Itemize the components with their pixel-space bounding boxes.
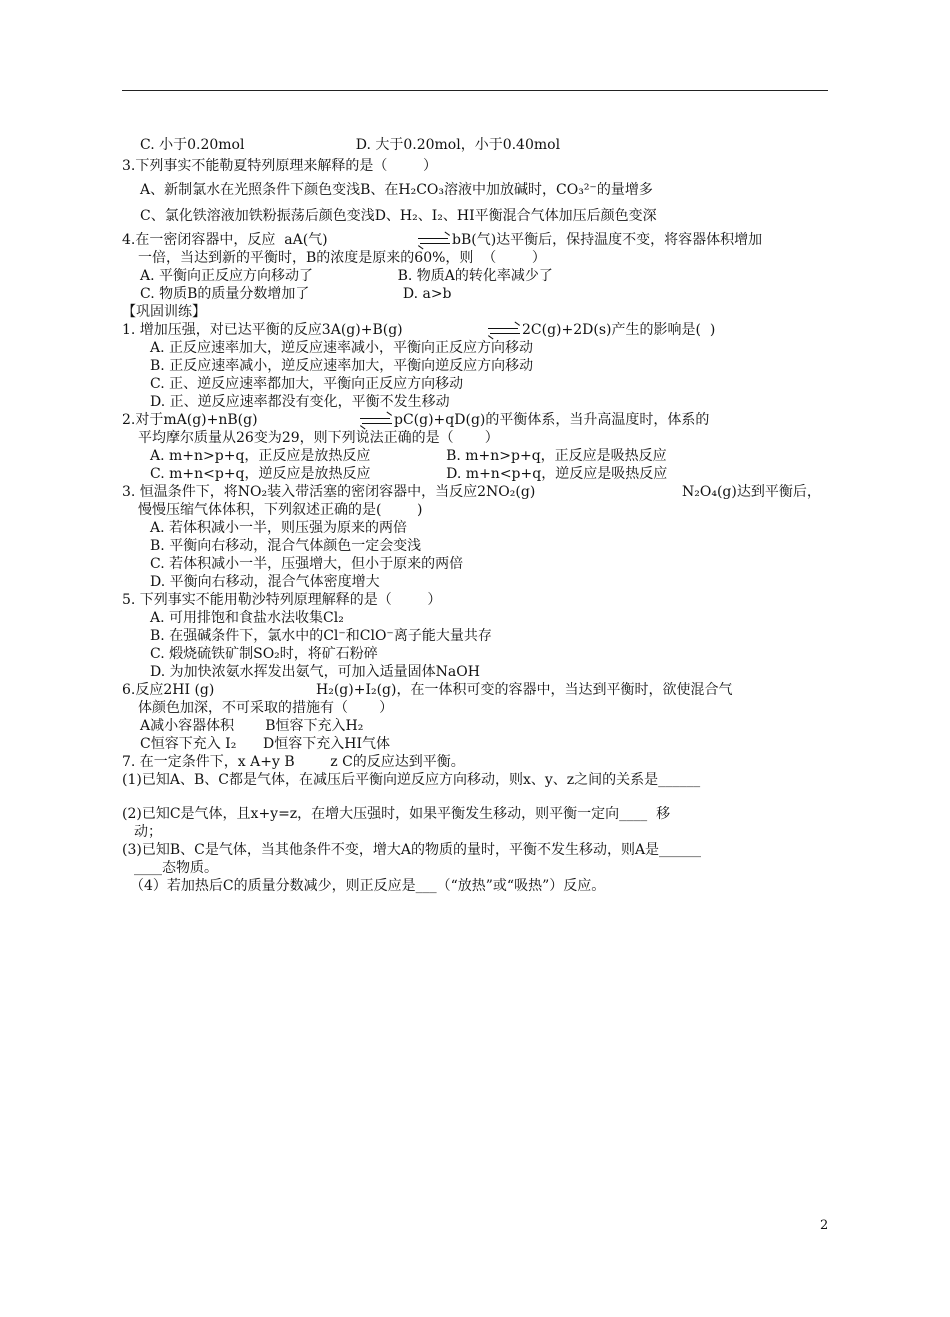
text-line: C、氯化铁溶液加铁粉振荡后颜色变浅D、H₂、I₂、HI平衡混合气体加压后颜色变深 bbox=[140, 208, 657, 224]
equilibrium-arrow-icon bbox=[416, 235, 452, 247]
text-line: C. 煅烧硫铁矿制SO₂时，将矿石粉碎 bbox=[150, 646, 378, 662]
text-line: C. 物质B的质量分数增加了 D. a>b bbox=[140, 286, 452, 302]
text-line: 平均摩尔质量从26变为29，则下列说法正确的是（ ） bbox=[138, 430, 499, 446]
equilibrium-arrow-icon bbox=[358, 415, 394, 427]
text-line: B. 正反应速率减小，逆反应速率加大，平衡向逆反应方向移动 bbox=[150, 358, 534, 374]
text-line: C. 正、逆反应速率都加大，平衡向正反应方向移动 bbox=[150, 376, 464, 392]
text-line: A. 正反应速率加大，逆反应速率减小，平衡向正反应方向移动 bbox=[150, 340, 534, 356]
text-line: 7. 在一定条件下，x A+y B z C的反应达到平衡。 bbox=[122, 754, 465, 770]
text-line: 2C(g)+2D(s)产生的影响是( ) bbox=[522, 322, 716, 338]
text-line: 2.对于mA(g)+nB(g) bbox=[122, 412, 258, 428]
text-line: 6.反应2HI (g) bbox=[122, 682, 215, 698]
text-line: B. 在强碱条件下，氯水中的Cl⁻和ClO⁻离子能大量共存 bbox=[150, 628, 492, 644]
text-line: A. 可用排饱和食盐水法收集Cl₂ bbox=[150, 610, 344, 626]
page-number: 2 bbox=[820, 1218, 829, 1233]
header-rule bbox=[122, 90, 828, 91]
text-line: bB(气)达平衡后，保持温度不变，将容器体积增加 bbox=[452, 232, 763, 248]
text-line: 慢慢压缩气体体积，下列叙述正确的是( ) bbox=[138, 502, 423, 518]
text-line: 3.下列事实不能勒夏特列原理来解释的是（ ） bbox=[122, 158, 437, 174]
text-line: (1)已知A、B、C都是气体，在减压后平衡向逆反应方向移动，则x、y、z之间的关系是______ bbox=[122, 772, 701, 788]
text-line: 动； bbox=[134, 824, 162, 840]
text-line: N₂O₄(g)达到平衡后， bbox=[682, 484, 821, 500]
text-line: A、新制氯水在光照条件下颜色变浅B、在H₂CO₃溶液中加放碱时，CO₃²⁻的量增多 bbox=[140, 182, 653, 198]
text-line: C恒容下充入 I₂ D恒容下充入HI气体 bbox=[140, 736, 390, 752]
text-line: C. m+n<p+q，逆反应是放热反应 D. m+n<p+q，逆反应是吸热反应 bbox=[150, 466, 668, 482]
text-line: D. 正、逆反应速率都没有变化，平衡不发生移动 bbox=[150, 394, 450, 410]
text-line: 3. 恒温条件下，将NO₂装入带活塞的密闭容器中，当反应2NO₂(g) bbox=[122, 484, 536, 500]
text-line: 体颜色加深，不可采取的措施有（ ） bbox=[138, 700, 394, 716]
text-line: pC(g)+qD(g)的平衡体系，当升高温度时，体系的 bbox=[394, 412, 710, 428]
text-line: C. 若体积减小一半，压强增大，但小于原来的两倍 bbox=[150, 556, 464, 572]
text-line: D. 平衡向右移动，混合气体密度增大 bbox=[150, 574, 380, 590]
text-line: 【巩固训练】 bbox=[122, 304, 206, 320]
text-line: （4）若加热后C的质量分数减少，则正反应是___（“放热”或“吸热”）反应。 bbox=[130, 878, 606, 894]
text-line: D. 为加快浓氨水挥发出氨气，可加入适量固体NaOH bbox=[150, 664, 480, 680]
text-line: (2)已知C是气体，且x+y=z，在增大压强时，如果平衡发生移动，则平衡一定向____ 移 bbox=[122, 806, 671, 822]
text-line: C. 小于0.20mol D. 大于0.20mol，小于0.40mol bbox=[140, 137, 561, 153]
text-line: A. 若体积减小一半，则压强为原来的两倍 bbox=[150, 520, 408, 536]
text-line: 一倍，当达到新的平衡时，B的浓度是原来的60%，则 （ ） bbox=[138, 250, 546, 266]
text-line: 5. 下列事实不能用勒沙特列原理解释的是（ ） bbox=[122, 592, 442, 608]
text-line: 1. 增加压强，对已达平衡的反应3A(g)+B(g) bbox=[122, 322, 403, 338]
text-line: H₂(g)+I₂(g)，在一体积可变的容器中，当达到平衡时，欲使混合气 bbox=[316, 682, 733, 698]
equilibrium-arrow-icon bbox=[270, 685, 306, 697]
text-line: (3)已知B、C是气体，当其他条件不变，增大A的物质的量时，平衡不发生移动，则A是______ bbox=[122, 842, 702, 858]
text-line: A. m+n>p+q，正反应是放热反应 B. m+n>p+q，正反应是吸热反应 bbox=[150, 448, 667, 464]
text-line: B. 平衡向右移动，混合气体颜色一定会变浅 bbox=[150, 538, 422, 554]
text-line: ____态物质。 bbox=[134, 860, 218, 876]
equilibrium-arrow-icon bbox=[486, 325, 522, 337]
text-line: A减小容器体积 B恒容下充入H₂ bbox=[140, 718, 364, 734]
text-line: A. 平衡向正反应方向移动了 B. 物质A的转化率减少了 bbox=[140, 268, 553, 284]
text-line: 4.在一密闭容器中，反应 aA(气) bbox=[122, 232, 328, 248]
